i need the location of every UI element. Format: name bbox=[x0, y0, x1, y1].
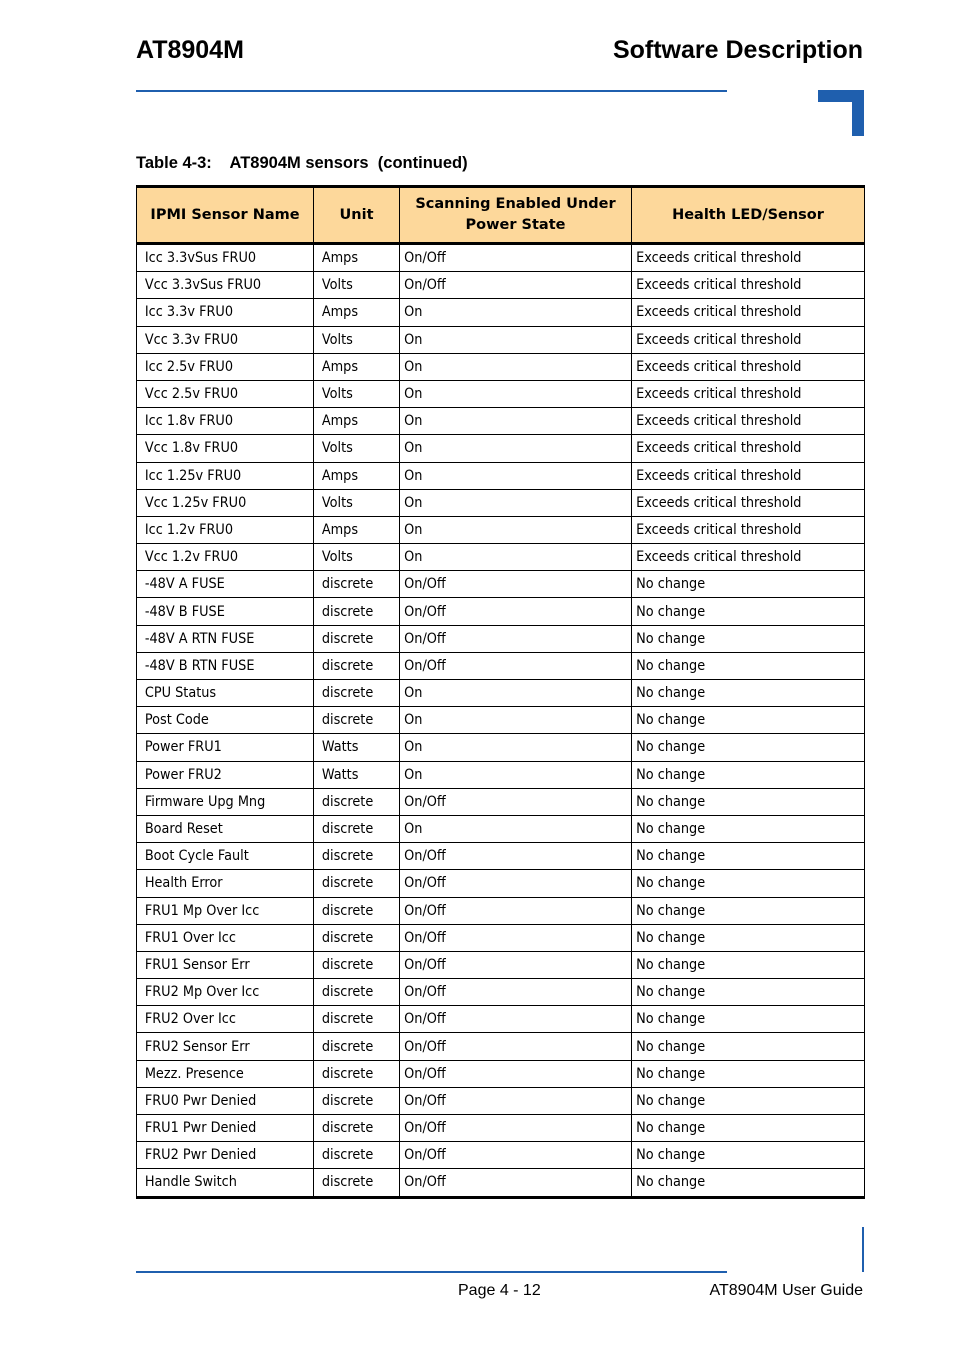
table-body bbox=[137, 244, 865, 1198]
table-row bbox=[137, 272, 865, 299]
unit-cell: Watts bbox=[314, 734, 393, 761]
unit-cell: discrete bbox=[314, 1060, 393, 1087]
sensor-name-cell: FRU1 Sensor Err bbox=[137, 951, 300, 978]
scanning-cell: On/Off bbox=[400, 571, 613, 598]
scanning-cell: On/Off bbox=[400, 870, 613, 897]
header-rule bbox=[136, 90, 727, 92]
table-row bbox=[137, 244, 865, 272]
column-header-sensor-name: IPMI Sensor Name bbox=[137, 187, 314, 244]
health-cell: Exceeds critical threshold bbox=[632, 516, 846, 543]
unit-cell: discrete bbox=[314, 707, 393, 734]
sensor-name-cell: FRU2 Pwr Denied bbox=[137, 1142, 300, 1169]
unit-cell: Amps bbox=[314, 462, 393, 489]
sensor-name-cell: Power FRU1 bbox=[137, 734, 300, 761]
sensor-name-cell: FRU2 Over Icc bbox=[137, 1006, 300, 1033]
document-section-title: Software Description bbox=[612, 36, 863, 64]
table-row bbox=[137, 1115, 865, 1142]
scanning-cell: On bbox=[400, 462, 613, 489]
health-cell: No change bbox=[632, 1060, 846, 1087]
unit-cell: discrete bbox=[314, 1115, 393, 1142]
sensors-table bbox=[136, 185, 865, 1199]
unit-cell: Amps bbox=[314, 408, 393, 435]
scanning-cell: On/Off bbox=[400, 1006, 613, 1033]
unit-cell: Volts bbox=[314, 435, 393, 462]
unit-cell: Amps bbox=[314, 244, 393, 272]
table-caption: Table 4-3: AT8904M sensors (continued) bbox=[136, 154, 468, 172]
table-row bbox=[137, 815, 865, 842]
unit-cell: Volts bbox=[314, 380, 393, 407]
table-row bbox=[137, 979, 865, 1006]
health-cell: No change bbox=[632, 680, 846, 707]
sensor-name-cell: Vcc 2.5v FRU0 bbox=[137, 380, 300, 407]
health-cell: No change bbox=[632, 1169, 846, 1197]
health-cell: No change bbox=[632, 598, 846, 625]
table-row bbox=[137, 734, 865, 761]
document-product-title: AT8904M bbox=[136, 36, 244, 64]
unit-cell: discrete bbox=[314, 1087, 393, 1114]
scanning-cell: On bbox=[400, 815, 613, 842]
table-row bbox=[137, 680, 865, 707]
sensor-name-cell: Health Error bbox=[137, 870, 300, 897]
unit-cell: Amps bbox=[314, 353, 393, 380]
sensor-name-cell: Icc 2.5v FRU0 bbox=[137, 353, 300, 380]
table-row bbox=[137, 1060, 865, 1087]
sensor-name-cell: Vcc 3.3vSus FRU0 bbox=[137, 272, 300, 299]
scanning-cell: On bbox=[400, 544, 613, 571]
health-cell: No change bbox=[632, 1006, 846, 1033]
unit-cell: discrete bbox=[314, 598, 393, 625]
health-cell: No change bbox=[632, 707, 846, 734]
table-row bbox=[137, 598, 865, 625]
health-cell: No change bbox=[632, 1033, 846, 1060]
corner-bracket-top bbox=[818, 90, 864, 136]
health-cell: No change bbox=[632, 924, 846, 951]
unit-cell: discrete bbox=[314, 815, 393, 842]
footer-rule bbox=[136, 1271, 727, 1273]
unit-cell: discrete bbox=[314, 924, 393, 951]
health-cell: No change bbox=[632, 897, 846, 924]
footer-guide-title: AT8904M User Guide bbox=[709, 1282, 863, 1299]
column-header-health: Health LED/Sensor bbox=[632, 187, 865, 244]
sensor-name-cell: CPU Status bbox=[137, 680, 300, 707]
health-cell: No change bbox=[632, 571, 846, 598]
scanning-cell: On/Off bbox=[400, 244, 613, 272]
health-cell: No change bbox=[632, 951, 846, 978]
health-cell: Exceeds critical threshold bbox=[632, 326, 846, 353]
unit-cell: discrete bbox=[314, 571, 393, 598]
table-row bbox=[137, 652, 865, 679]
unit-cell: discrete bbox=[314, 680, 393, 707]
health-cell: No change bbox=[632, 979, 846, 1006]
sensor-name-cell: FRU1 Over Icc bbox=[137, 924, 300, 951]
table-row bbox=[137, 788, 865, 815]
sensor-name-cell: Icc 1.2v FRU0 bbox=[137, 516, 300, 543]
table-row bbox=[137, 353, 865, 380]
unit-cell: Volts bbox=[314, 489, 393, 516]
health-cell: Exceeds critical threshold bbox=[632, 544, 846, 571]
scanning-cell: On/Off bbox=[400, 1169, 613, 1197]
health-cell: Exceeds critical threshold bbox=[632, 353, 846, 380]
sensor-name-cell: Icc 1.8v FRU0 bbox=[137, 408, 300, 435]
sensor-name-cell: -48V B RTN FUSE bbox=[137, 652, 300, 679]
table-row bbox=[137, 1142, 865, 1169]
table-row bbox=[137, 1006, 865, 1033]
health-cell: No change bbox=[632, 1142, 846, 1169]
scanning-cell: On/Off bbox=[400, 1142, 613, 1169]
table-row bbox=[137, 707, 865, 734]
table-row bbox=[137, 489, 865, 516]
health-cell: Exceeds critical threshold bbox=[632, 380, 846, 407]
sensor-name-cell: Vcc 1.25v FRU0 bbox=[137, 489, 300, 516]
sensor-name-cell: Boot Cycle Fault bbox=[137, 843, 300, 870]
table-row bbox=[137, 462, 865, 489]
unit-cell: discrete bbox=[314, 1033, 393, 1060]
page-number: Page 4 - 12 bbox=[458, 1282, 541, 1299]
sensor-name-cell: -48V A FUSE bbox=[137, 571, 300, 598]
table-row bbox=[137, 897, 865, 924]
health-cell: Exceeds critical threshold bbox=[632, 299, 846, 326]
health-cell: Exceeds critical threshold bbox=[632, 408, 846, 435]
health-cell: No change bbox=[632, 788, 846, 815]
unit-cell: discrete bbox=[314, 870, 393, 897]
scanning-cell: On/Off bbox=[400, 625, 613, 652]
health-cell: No change bbox=[632, 815, 846, 842]
table-row bbox=[137, 380, 865, 407]
unit-cell: Volts bbox=[314, 326, 393, 353]
scanning-cell: On/Off bbox=[400, 897, 613, 924]
table-row bbox=[137, 870, 865, 897]
table-row bbox=[137, 843, 865, 870]
unit-cell: discrete bbox=[314, 788, 393, 815]
health-cell: No change bbox=[632, 870, 846, 897]
table-row bbox=[137, 924, 865, 951]
table-row bbox=[137, 516, 865, 543]
scanning-cell: On bbox=[400, 435, 613, 462]
health-cell: Exceeds critical threshold bbox=[632, 272, 846, 299]
unit-cell: discrete bbox=[314, 1142, 393, 1169]
table-row bbox=[137, 544, 865, 571]
scanning-cell: On bbox=[400, 326, 613, 353]
sensor-name-cell: Vcc 3.3v FRU0 bbox=[137, 326, 300, 353]
health-cell: No change bbox=[632, 1115, 846, 1142]
health-cell: No change bbox=[632, 843, 846, 870]
unit-cell: Volts bbox=[314, 272, 393, 299]
health-cell: No change bbox=[632, 1087, 846, 1114]
sensor-name-cell: Icc 3.3v FRU0 bbox=[137, 299, 300, 326]
unit-cell: discrete bbox=[314, 1006, 393, 1033]
health-cell: No change bbox=[632, 734, 846, 761]
unit-cell: discrete bbox=[314, 1169, 393, 1197]
column-header-scanning: Scanning Enabled Under Power State bbox=[400, 187, 632, 244]
scanning-cell: On bbox=[400, 516, 613, 543]
table-row bbox=[137, 951, 865, 978]
health-cell: Exceeds critical threshold bbox=[632, 244, 846, 272]
health-cell: Exceeds critical threshold bbox=[632, 462, 846, 489]
scanning-cell: On/Off bbox=[400, 979, 613, 1006]
scanning-cell: On/Off bbox=[400, 598, 613, 625]
sensor-name-cell: Vcc 1.2v FRU0 bbox=[137, 544, 300, 571]
table-row bbox=[137, 1033, 865, 1060]
sensor-name-cell: Icc 1.25v FRU0 bbox=[137, 462, 300, 489]
sensor-name-cell: Handle Switch bbox=[137, 1169, 300, 1197]
scanning-cell: On/Off bbox=[400, 1115, 613, 1142]
scanning-cell: On/Off bbox=[400, 1060, 613, 1087]
table-row bbox=[137, 326, 865, 353]
health-cell: No change bbox=[632, 652, 846, 679]
sensor-name-cell: Mezz. Presence bbox=[137, 1060, 300, 1087]
table-row bbox=[137, 299, 865, 326]
scanning-cell: On bbox=[400, 299, 613, 326]
health-cell: No change bbox=[632, 761, 846, 788]
sensor-name-cell: FRU2 Sensor Err bbox=[137, 1033, 300, 1060]
scanning-cell: On bbox=[400, 707, 613, 734]
sensor-name-cell: FRU1 Pwr Denied bbox=[137, 1115, 300, 1142]
table-row bbox=[137, 625, 865, 652]
health-cell: Exceeds critical threshold bbox=[632, 489, 846, 516]
unit-cell: Amps bbox=[314, 299, 393, 326]
sensor-name-cell: Board Reset bbox=[137, 815, 300, 842]
scanning-cell: On/Off bbox=[400, 652, 613, 679]
unit-cell: Volts bbox=[314, 544, 393, 571]
health-cell: No change bbox=[632, 625, 846, 652]
sensor-name-cell: FRU1 Mp Over Icc bbox=[137, 897, 300, 924]
scanning-cell: On bbox=[400, 353, 613, 380]
unit-cell: Watts bbox=[314, 761, 393, 788]
table-row bbox=[137, 408, 865, 435]
scanning-cell: On/Off bbox=[400, 951, 613, 978]
table-row bbox=[137, 1169, 865, 1197]
unit-cell: discrete bbox=[314, 897, 393, 924]
scanning-cell: On/Off bbox=[400, 788, 613, 815]
scanning-cell: On/Off bbox=[400, 272, 613, 299]
corner-bracket-bottom bbox=[862, 1227, 864, 1272]
scanning-cell: On bbox=[400, 680, 613, 707]
scanning-cell: On bbox=[400, 380, 613, 407]
scanning-cell: On/Off bbox=[400, 843, 613, 870]
scanning-cell: On/Off bbox=[400, 1033, 613, 1060]
table-row bbox=[137, 571, 865, 598]
scanning-cell: On bbox=[400, 408, 613, 435]
sensor-name-cell: FRU2 Mp Over Icc bbox=[137, 979, 300, 1006]
sensor-name-cell: Firmware Upg Mng bbox=[137, 788, 300, 815]
table-row bbox=[137, 1087, 865, 1114]
health-cell: Exceeds critical threshold bbox=[632, 435, 846, 462]
scanning-cell: On/Off bbox=[400, 924, 613, 951]
column-header-unit: Unit bbox=[314, 187, 400, 244]
unit-cell: discrete bbox=[314, 951, 393, 978]
table-row bbox=[137, 435, 865, 462]
sensor-name-cell: -48V A RTN FUSE bbox=[137, 625, 300, 652]
scanning-cell: On/Off bbox=[400, 1087, 613, 1114]
unit-cell: Amps bbox=[314, 516, 393, 543]
sensor-name-cell: FRU0 Pwr Denied bbox=[137, 1087, 300, 1114]
unit-cell: discrete bbox=[314, 979, 393, 1006]
sensor-name-cell: Vcc 1.8v FRU0 bbox=[137, 435, 300, 462]
table-row bbox=[137, 761, 865, 788]
sensor-name-cell: Power FRU2 bbox=[137, 761, 300, 788]
table-header-row bbox=[137, 187, 865, 244]
unit-cell: discrete bbox=[314, 625, 393, 652]
sensor-name-cell: -48V B FUSE bbox=[137, 598, 300, 625]
unit-cell: discrete bbox=[314, 652, 393, 679]
scanning-cell: On bbox=[400, 734, 613, 761]
scanning-cell: On bbox=[400, 761, 613, 788]
scanning-cell: On bbox=[400, 489, 613, 516]
sensor-name-cell: Post Code bbox=[137, 707, 300, 734]
sensor-name-cell: Icc 3.3vSus FRU0 bbox=[137, 244, 300, 272]
unit-cell: discrete bbox=[314, 843, 393, 870]
